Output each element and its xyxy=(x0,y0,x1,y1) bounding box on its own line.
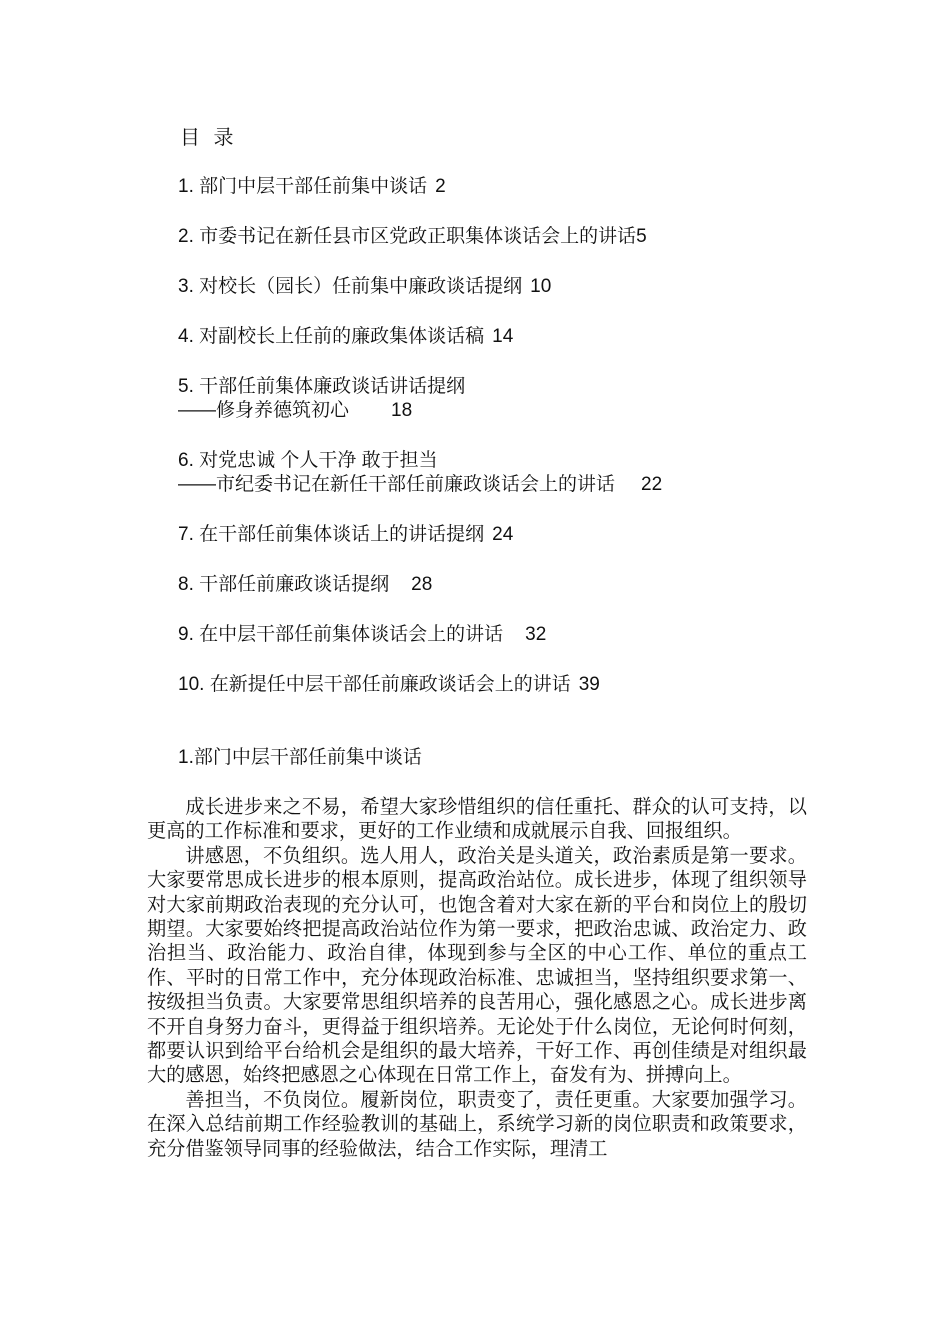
toc-item[interactable] xyxy=(178,672,600,698)
toc-item-text: 5. 干部任前集体廉政谈话讲话提纲 xyxy=(178,376,466,397)
toc-item-text: 1. 部门中层干部任前集中谈话 xyxy=(178,176,428,197)
toc-item[interactable] xyxy=(178,572,432,598)
toc-item-page: 5 xyxy=(636,226,647,247)
toc-item-page: 24 xyxy=(492,524,514,545)
toc-item-page: 28 xyxy=(411,574,433,595)
toc-item[interactable] xyxy=(178,224,647,250)
toc-item[interactable] xyxy=(178,448,438,474)
toc-item-page: 2 xyxy=(435,176,446,197)
toc-item[interactable] xyxy=(178,174,446,200)
toc-item-page: 22 xyxy=(641,474,663,495)
toc-item-text: 4. 对副校长上任前的廉政集体谈话稿 xyxy=(178,326,485,347)
toc-item-page: 10 xyxy=(530,276,552,297)
toc-item[interactable] xyxy=(178,522,513,548)
toc-item-page: 39 xyxy=(578,674,600,695)
toc-item-text: 9. 在中层干部任前集体谈话会上的讲话 xyxy=(178,624,504,645)
toc-item-subtitle-text: ——市纪委书记在新任干部任前廉政谈话会上的讲话 xyxy=(178,474,616,495)
toc-item-text: 10. 在新提任中层干部任前廉政谈话会上的讲话 xyxy=(178,674,571,695)
toc-item-page: 18 xyxy=(391,400,413,421)
paragraph: 善担当，不负岗位。履新岗位，职责变了，责任更重。大家要加强学习。在深入总结前期工作经验教训的基础上，系统学习新的岗位职责和政策要求，充分借鉴领导同事的经验做法，结合工作实际，理清工 xyxy=(147,1087,807,1160)
toc-item-text: 3. 对校长（园长）任前集中廉政谈话提纲 xyxy=(178,276,523,297)
toc-item-subtitle xyxy=(178,398,412,424)
toc-item-page: 14 xyxy=(492,326,514,347)
toc-item-subtitle-text: ——修身养德筑初心 xyxy=(178,400,350,421)
section-heading: 1.部门中层干部任前集中谈话 xyxy=(178,747,422,768)
paragraph: 讲感恩，不负组织。选人用人，政治关是头道关，政治素质是第一要求。大家要常思成长进步的根本原则，提高政治站位。成长进步，体现了组织领导对大家前期政治表现的充分认可，也饱含着对大家在新的平台和岗位上的殷切期望。大家要始终把提高政治站位作为第一要求，把政治忠诚、政治定力、政治担当、政治能力、政治自律，体现到参与全区的中心工作、单位的重点工作、平时的日常工作中，充分体现政治标准、忠诚担当，坚持组织要求第一、按级担当负责。大家要常思组织培养的良苦用心，强化感恩之心。成长进步离不开自身努力奋斗，更得益于组织培养。无论处于什么岗位，无论何时何刻，都要认识到给平台给机会是组织的最大培养，干好工作、再创佳绩是对组织最大的感恩，始终把感恩之心体现在日常工作上，奋发有为、拼搏向上。 xyxy=(147,843,807,1087)
toc-item[interactable] xyxy=(178,274,551,300)
toc-item[interactable] xyxy=(178,324,513,350)
toc-item-page: 32 xyxy=(525,624,547,645)
toc-item-subtitle xyxy=(178,472,662,498)
paragraph: 成长进步来之不易，希望大家珍惜组织的信任重托、群众的认可支持，以更高的工作标准和要求，更好的工作业绩和成就展示自我、回报组织。 xyxy=(147,795,807,843)
toc-item-text: 7. 在干部任前集体谈话上的讲话提纲 xyxy=(178,524,485,545)
toc-item[interactable] xyxy=(178,622,546,648)
toc-item-text: 6. 对党忠诚 个人干净 敢于担当 xyxy=(178,450,438,471)
body-text xyxy=(147,795,807,1161)
toc-item[interactable] xyxy=(178,374,465,400)
toc-title: 目 录 xyxy=(180,127,238,149)
toc-item-text: 8. 干部任前廉政谈话提纲 xyxy=(178,574,390,595)
toc-item-text: 2. 市委书记在新任县市区党政正职集体谈话会上的讲话 xyxy=(178,226,637,247)
